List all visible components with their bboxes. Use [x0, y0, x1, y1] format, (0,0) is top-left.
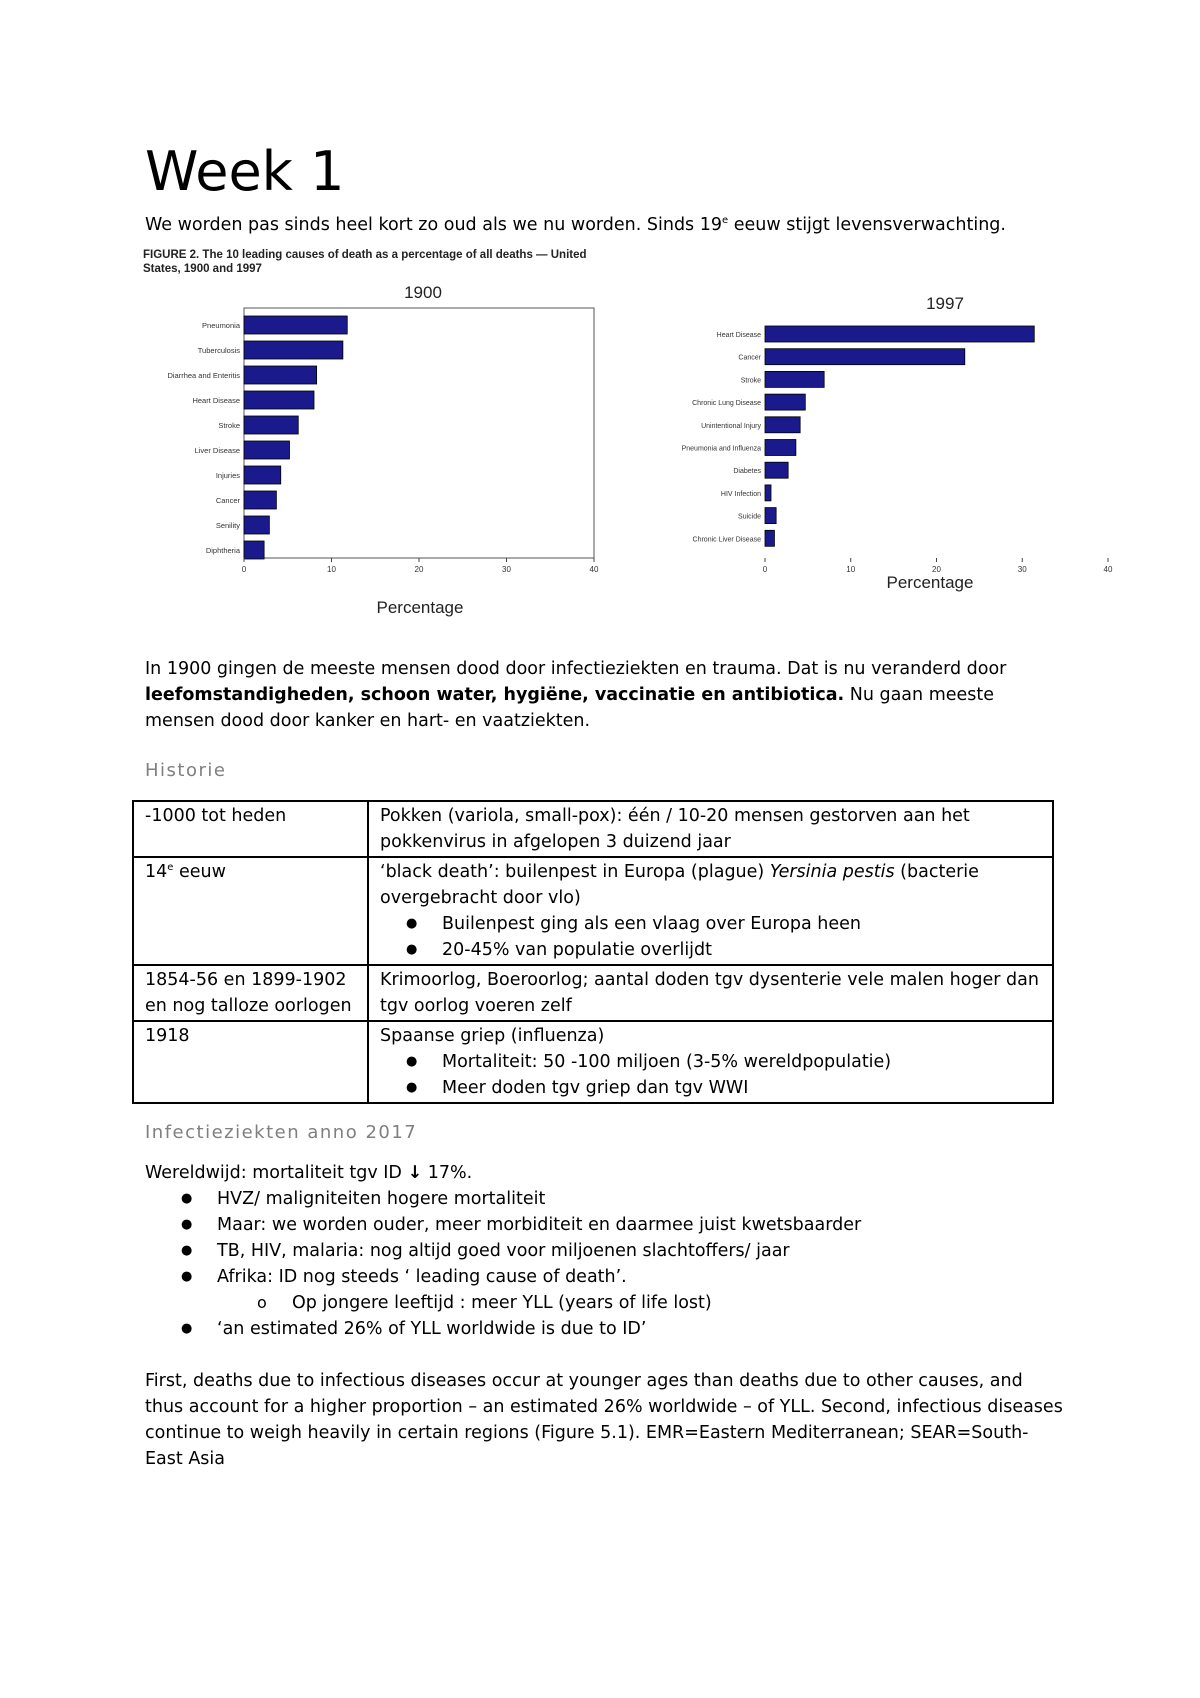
intro-text-1: We worden pas sinds heel kort zo oud als we nu worden. Sinds 19: [145, 215, 722, 235]
intro-superscript: e: [722, 215, 729, 227]
list-item: ● Maar: we worden ouder, meer morbiditeit en daarmee juist kwetsbaarder: [145, 1212, 1065, 1238]
x-tick-label: 40: [589, 565, 599, 574]
chart-1900-bars: [244, 316, 347, 559]
chart-1997-category-labels: [682, 332, 762, 543]
bar-heart-disease: [244, 391, 314, 409]
table-row: [133, 857, 1053, 965]
figure-caption-line-1: FIGURE 2. The 10 leading causes of death as a percentage of all deaths — United: [143, 249, 587, 261]
category-label: Heart Disease: [192, 396, 240, 405]
wereldwijd-line: [145, 1160, 1065, 1186]
x-tick-label: 0: [241, 565, 247, 574]
category-label: Unintentional Injury: [701, 422, 761, 430]
list-item: ● Builenpest ging als een vlaag over Europa heen: [442, 911, 1041, 937]
bar-chronic-lung-disease: [765, 394, 805, 410]
heading-infectieziekten: Infectieziekten anno 2017: [145, 1122, 418, 1143]
list-item: ● TB, HIV, malaria: nog altijd goed voor miljoenen slachtoffers/ jaar: [145, 1238, 1065, 1264]
x-tick-label: 20: [932, 565, 941, 574]
chart-1997-bars: [765, 326, 1034, 546]
period-14-text: 14: [145, 862, 168, 882]
figure-caption-line-2: States, 1900 and 1997: [143, 263, 262, 275]
chart-1900: [140, 278, 610, 628]
period-14-suffix: eeuw: [173, 862, 226, 882]
bar-pneumonia: [244, 316, 347, 334]
arrow-down-icon: ↓: [407, 1163, 423, 1183]
yersinia-pestis-italic: Yersinia pestis: [769, 862, 895, 882]
bar-suicide: [765, 508, 776, 524]
x-tick-label: 30: [502, 565, 511, 574]
list-item: ● ‘an estimated 26% of YLL worldwide is due to ID’: [145, 1316, 1065, 1342]
chart-1900-xlabel: Percentage: [376, 598, 464, 617]
heading-historie: Historie: [145, 760, 227, 781]
bar-cancer: [765, 349, 965, 365]
list-item: ● Mortaliteit: 50 -100 miljoen (3-5% wereldpopulatie): [442, 1049, 1041, 1075]
category-label: Cancer: [738, 354, 761, 362]
bar-tuberculosis: [244, 341, 343, 359]
list-item: ● 20-45% van populatie overlijdt: [442, 937, 1041, 963]
table-row: [133, 965, 1053, 1021]
x-tick-label: 0: [762, 565, 768, 574]
table-cell-description: [368, 1021, 1053, 1103]
spaanse-griep-bullets: [380, 1049, 1041, 1101]
bar-chronic-liver-disease: [765, 530, 774, 546]
x-tick-label: 40: [1103, 565, 1113, 574]
category-label: Chronic Lung Disease: [692, 400, 761, 408]
category-label: Injuries: [215, 471, 240, 480]
x-tick-label: 20: [414, 565, 424, 574]
historie-table: [132, 800, 1054, 1104]
list-item: ● HVZ/ maligniteiten hogere mortaliteit: [145, 1186, 1065, 1212]
chart-1997: [665, 290, 1125, 610]
bar-hiv-infection: [765, 485, 771, 501]
x-tick-label: 10: [846, 565, 856, 574]
bar-stroke: [765, 371, 824, 387]
chart-1997-ticks: [763, 558, 1113, 574]
list-item: ● Afrika: ID nog steeds ‘ leading cause of death’.: [145, 1264, 1065, 1290]
category-label: Senility: [215, 521, 240, 530]
table-cell-description: Pokken (variola, small-pox): één / 10-20 mensen gestorven aan het pokkenvirus in afgelopen 3 duizend jaar: [368, 801, 1053, 857]
table-cell-description: [368, 857, 1053, 965]
black-death-text: ‘black death’: builenpest in Europa (plague): [380, 862, 770, 882]
bar-diabetes: [765, 462, 788, 478]
table-cell-period: 1854-56 en 1899-1902 en nog talloze oorlogen: [133, 965, 368, 1021]
black-death-suffix: (bacterie overgebracht door vlo): [380, 862, 979, 908]
bar-stroke: [244, 416, 298, 434]
category-label: Liver Disease: [194, 446, 240, 455]
category-label: Cancer: [215, 496, 240, 505]
bar-senility: [244, 516, 269, 534]
paragraph-1900: [145, 656, 1065, 734]
chart-1900-ticks: [242, 558, 599, 574]
figure-caption: [143, 248, 663, 276]
list-item-sub: o Op jongere leeftijd : meer YLL (years of life lost): [145, 1290, 1065, 1316]
bar-pneumonia-and-influenza: [765, 440, 796, 456]
para1-bold: leefomstandigheden, schoon water, hygiëne, vaccinatie en antibiotica.: [145, 685, 845, 705]
para1-text-1: In 1900 gingen de meeste mensen dood door infectieziekten en trauma. Dat is nu veranderd door: [145, 659, 1007, 679]
bar-injuries: [244, 466, 281, 484]
bar-liver-disease: [244, 441, 290, 459]
infectie-bullet-list: [145, 1186, 1065, 1342]
category-label: Heart Disease: [716, 332, 761, 339]
category-label: Stroke: [740, 377, 761, 385]
x-tick-label: 30: [1017, 565, 1027, 574]
intro-text-2: eeuw stijgt levensverwachting.: [728, 215, 1006, 235]
category-label: Suicide: [738, 513, 761, 521]
bar-heart-disease: [765, 326, 1034, 342]
chart-1900-category-labels: [167, 321, 240, 555]
category-label: Diphtheria: [205, 546, 240, 555]
category-label: Chronic Liver Disease: [692, 536, 761, 544]
table-cell-description: Krimoorlog, Boeroorlog; aantal doden tgv dysenterie vele malen hoger dan tgv oorlog voeren zelf: [368, 965, 1053, 1021]
period-14-superscript: e: [167, 862, 174, 874]
black-death-bullets: [380, 911, 1041, 963]
intro-paragraph: [145, 212, 1065, 238]
x-tick-label: 10: [327, 565, 336, 574]
table-cell-period: -1000 tot heden: [133, 801, 368, 857]
bar-cancer: [244, 491, 276, 509]
wereldwijd-percentage: 17%.: [422, 1163, 473, 1183]
bar-unintentional-injury: [765, 417, 800, 433]
wereldwijd-text: Wereldwijd: mortaliteit tgv ID: [145, 1163, 408, 1183]
chart-1997-title: 1997: [926, 294, 964, 313]
bar-diphtheria: [244, 541, 264, 559]
table-cell-period: 1918: [133, 1021, 368, 1103]
chart-1997-xlabel: Percentage: [886, 573, 974, 592]
bar-diarrhea-and-enteritis: [244, 366, 317, 384]
table-row: [133, 1021, 1053, 1103]
list-item: ● Meer doden tgv griep dan tgv WWI: [442, 1075, 1041, 1101]
category-label: Pneumonia and Influenza: [681, 445, 761, 453]
category-label: Pneumonia: [202, 321, 240, 330]
category-label: HIV Infection: [720, 490, 761, 498]
category-label: Diabetes: [733, 468, 761, 476]
para1-text-2: Nu gaan meeste mensen dood door kanker en hart- en vaatziekten.: [145, 685, 995, 731]
final-paragraph: First, deaths due to infectious diseases occur at younger ages than deaths due to other causes, and thus account for a higher proportion – an estimated 26% worldwide – of YLL. Second, infectious diseases continue to weigh heavily in certain regions (Figure 5.1). EMR=Eastern Mediterranean; SEAR=South-East Asia: [145, 1371, 1063, 1469]
table-cell-period: [133, 857, 368, 965]
category-label: Tuberculosis: [197, 346, 240, 355]
spaanse-griep-text: Spaanse griep (influenza): [380, 1026, 605, 1046]
chart-1900-title: 1900: [404, 283, 442, 302]
page-title: Week 1: [145, 140, 345, 203]
category-label: Diarrhea and Enteritis: [167, 371, 240, 380]
category-label: Stroke: [218, 421, 240, 430]
table-row: [133, 801, 1053, 857]
